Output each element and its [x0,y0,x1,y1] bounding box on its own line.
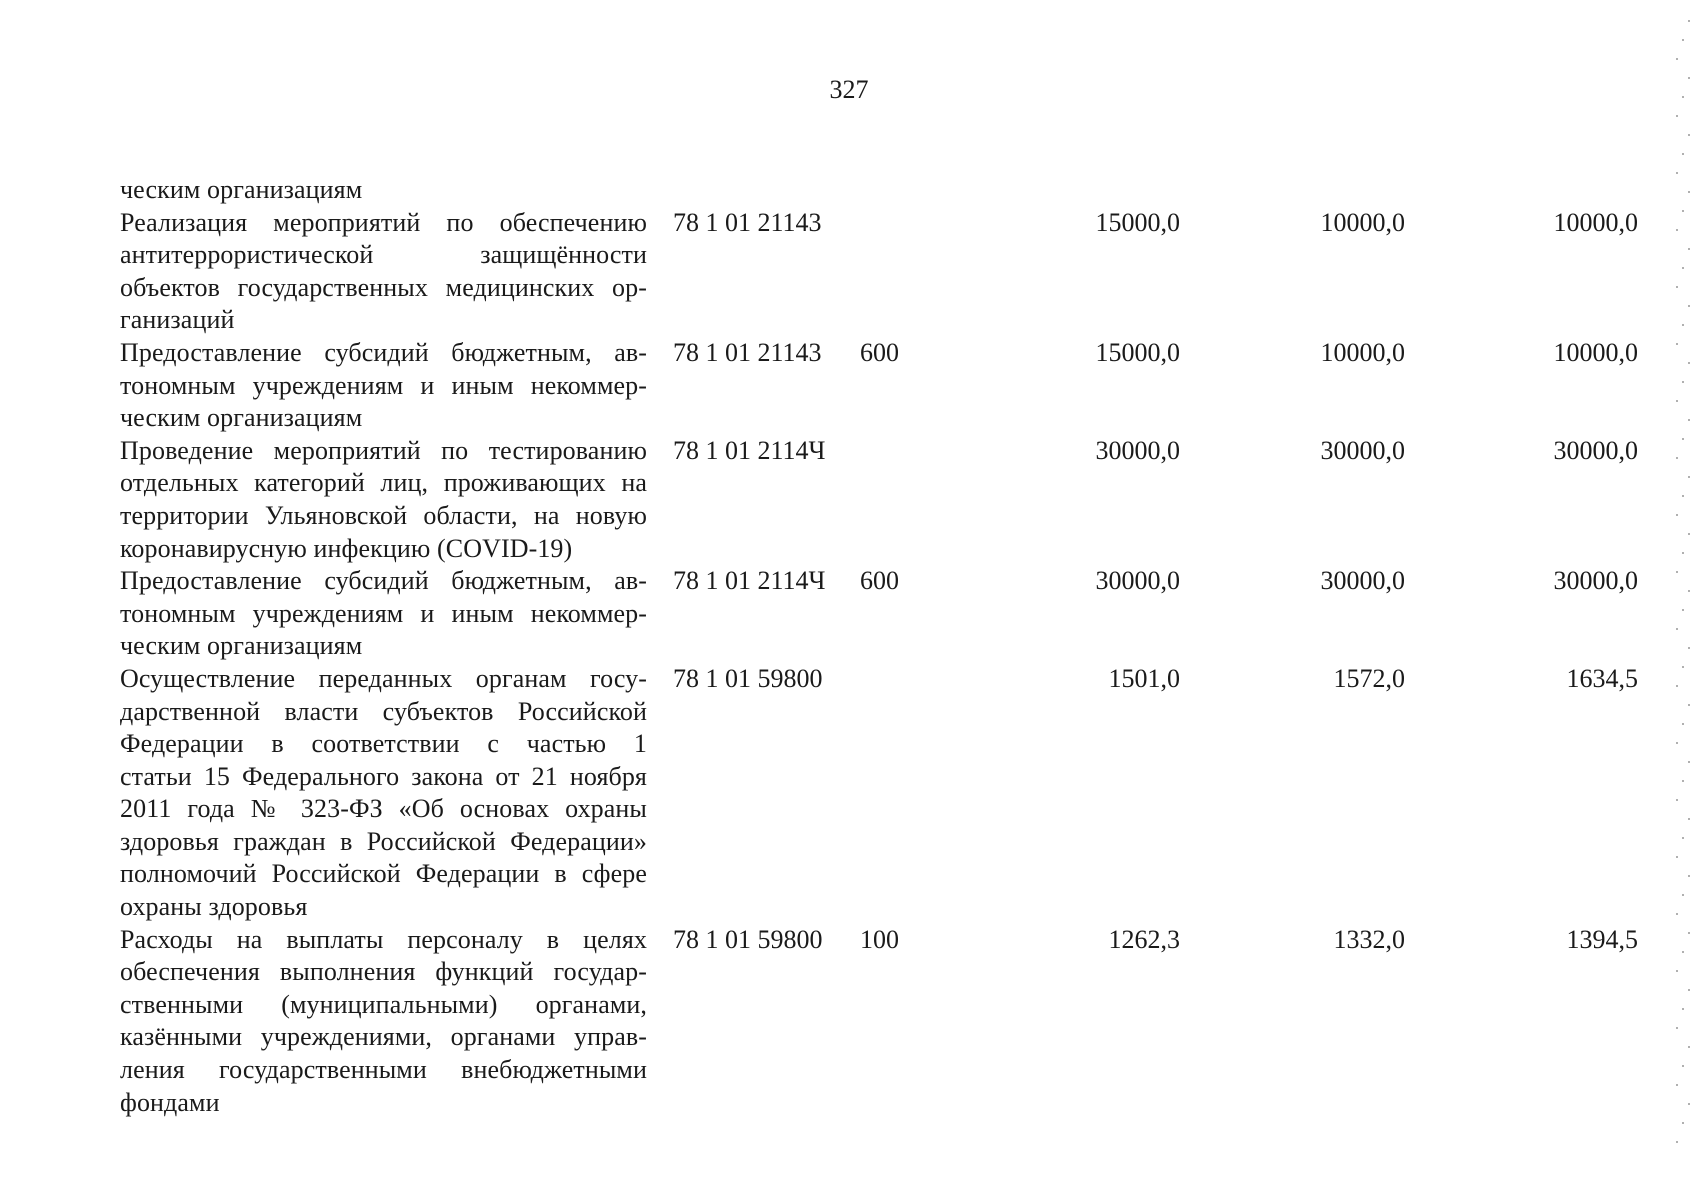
scan-speck [1676,229,1678,231]
scan-speck [1688,476,1690,478]
scan-speck [1688,590,1690,592]
amount-year-1: 1501,0 [1108,663,1180,693]
target-article-code: 78 1 01 2114Ч [673,435,826,465]
scan-speck [1682,495,1684,497]
scan-speck [1688,191,1690,193]
scan-speck [1676,457,1678,459]
scan-speck [1676,343,1678,345]
description-line: 2011 года № 323-ФЗ «Об основах охраны [120,794,647,824]
description-line: ственными (муниципальными) органами, [120,989,647,1019]
budget-table [120,174,1638,1119]
scan-speck [1676,115,1678,117]
scan-speck [1682,210,1684,212]
scan-speck [1682,780,1684,782]
description-line: тономным учреждениям и иным некоммер- [120,598,647,628]
description-line: ческим организациям [120,631,363,661]
description-line: ческим организациям [120,403,363,433]
scan-speck [1688,77,1690,79]
target-article-code: 78 1 01 59800 [673,663,823,693]
table-row [120,207,1638,337]
row-description [120,207,647,337]
target-article-code: 78 1 01 2114Ч [673,566,826,596]
amount-year-1: 15000,0 [1095,337,1180,367]
scan-speck [1682,438,1684,440]
scan-speck [1676,742,1678,744]
table-row [120,663,1638,924]
description-line: территории Ульяновской области, на новую [120,500,647,530]
scan-speck [1682,1008,1684,1010]
scan-speck [1682,666,1684,668]
description-line: статьи 15 Федерального закона от 21 ноября [120,761,647,791]
description-line: объектов государственных медицинских ор- [120,272,647,302]
description-line: тономным учреждениям и иным некоммер- [120,370,647,400]
scan-speck [1682,1122,1684,1124]
scan-speck [1688,818,1690,820]
description-line: Федерации в соответствии с частью 1 [120,729,647,759]
amount-year-2: 10000,0 [1320,207,1405,237]
scan-speck [1676,970,1678,972]
description-line: Расходы на выплаты персоналу в целях [120,924,647,954]
scan-speck [1688,761,1690,763]
scan-speck [1682,381,1684,383]
scan-speck [1688,20,1690,22]
scan-speck [1688,134,1690,136]
row-description [120,435,647,565]
scan-speck [1688,1103,1690,1105]
description-line: ления государственными внебюджетными [120,1055,647,1085]
row-description [120,663,647,924]
amount-year-1: 1262,3 [1108,924,1180,954]
expense-type-code: 100 [860,924,899,954]
description-line: ганизаций [120,305,235,335]
scan-speck [1676,571,1678,573]
scan-speck [1682,951,1684,953]
description-line: казёнными учреждениями, органами управ- [120,1022,647,1052]
scan-speck [1676,286,1678,288]
scan-edge-marks [1638,0,1698,1200]
scan-speck [1676,1027,1678,1029]
amount-year-2: 1572,0 [1333,663,1405,693]
scan-speck [1676,799,1678,801]
description-line: отдельных категорий лиц, проживающих на [120,468,647,498]
scan-speck [1682,267,1684,269]
target-article-code: 78 1 01 21143 [673,207,822,237]
amount-year-1: 15000,0 [1095,207,1180,237]
amount-year-3: 10000,0 [1553,207,1638,237]
amount-year-3: 10000,0 [1553,337,1638,367]
scan-speck [1688,932,1690,934]
target-article-code: 78 1 01 59800 [673,924,823,954]
scan-speck [1688,362,1690,364]
scan-speck [1682,39,1684,41]
scan-speck [1676,856,1678,858]
expense-type-code: 600 [860,566,899,596]
description-line: коронавирусную инфекцию (COVID-19) [120,533,573,563]
amount-year-3: 30000,0 [1553,435,1638,465]
row-description [120,337,647,435]
description-line: антитеррористической защищённости [120,240,647,270]
description-line: обеспечения выполнения функций государ- [120,957,647,987]
table-row [120,435,1638,565]
scan-speck [1676,913,1678,915]
scan-speck [1676,685,1678,687]
target-article-code: 78 1 01 21143 [673,337,822,367]
scan-speck [1688,419,1690,421]
amount-year-2: 30000,0 [1320,566,1405,596]
description-line: здоровья граждан в Российской Федерации» [120,826,647,856]
scan-speck [1682,837,1684,839]
scan-speck [1682,609,1684,611]
table-row [120,337,1638,435]
amount-year-2: 10000,0 [1320,337,1405,367]
scan-speck [1688,248,1690,250]
scan-speck [1682,153,1684,155]
description-line: Реализация мероприятий по обеспечению [120,207,647,237]
description-line: Предоставление субсидий бюджетным, ав- [120,566,647,596]
row-description [120,174,647,207]
table-row [120,924,1638,1120]
amount-year-1: 30000,0 [1095,566,1180,596]
description-line: охраны здоровья [120,892,308,922]
scan-speck [1676,58,1678,60]
scan-speck [1682,1065,1684,1067]
scan-speck [1688,1046,1690,1048]
scan-speck [1676,172,1678,174]
description-line: Проведение мероприятий по тестированию [120,435,647,465]
scan-speck [1676,400,1678,402]
scan-speck [1688,704,1690,706]
scan-speck [1676,514,1678,516]
scan-speck [1688,875,1690,877]
expense-type-code: 600 [860,337,899,367]
row-description [120,565,647,663]
page-number: 327 [829,75,869,104]
amount-year-2: 30000,0 [1320,435,1405,465]
amount-year-2: 1332,0 [1333,924,1405,954]
table-row [120,174,1560,207]
scan-speck [1688,305,1690,307]
description-line: полномочий Российской Федерации в сфере [120,859,647,889]
description-line: фондами [120,1087,220,1117]
description-line: ческим организациям [120,175,363,204]
amount-year-3: 1394,5 [1566,924,1638,954]
scan-speck [1682,552,1684,554]
scan-speck [1688,533,1690,535]
scan-speck [1688,989,1690,991]
scan-speck [1682,324,1684,326]
scan-speck [1682,723,1684,725]
description-line: Предоставление субсидий бюджетным, ав- [120,337,647,367]
amount-year-3: 30000,0 [1553,566,1638,596]
scan-speck [1682,894,1684,896]
description-line: дарственной власти субъектов Российской [120,696,647,726]
scan-speck [1676,628,1678,630]
description-line: Осуществление переданных органам госу- [120,663,647,693]
scan-speck [1676,1084,1678,1086]
amount-year-1: 30000,0 [1095,435,1180,465]
scan-speck [1682,96,1684,98]
scan-speck [1688,647,1690,649]
table-row [120,565,1638,663]
row-description [120,924,647,1120]
scan-speck [1676,1141,1678,1143]
amount-year-3: 1634,5 [1566,663,1638,693]
